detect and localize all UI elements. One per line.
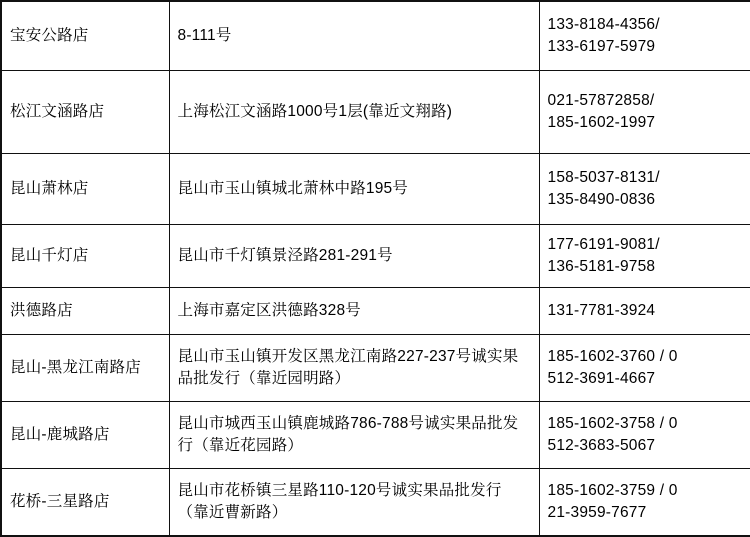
store-phone-cell [539,71,750,154]
store-phone-cell [539,1,750,71]
table-row [1,288,750,335]
table-row [1,1,750,71]
store-name-cell [1,288,169,335]
store-name: 昆山-黑龙江南路店 [10,359,141,376]
store-name: 松江文涵路店 [10,103,105,120]
store-phone-line: 185-1602-3760 / 0 [547,348,678,365]
store-phone-line: 185-1602-3758 / 0 [547,415,678,432]
store-phone-line: 131-7781-3924 [547,302,656,319]
store-address: 昆山市玉山镇开发区黑龙江南路227-237号诚实果品批发行（靠近园明路） [177,348,519,387]
store-address-cell [169,71,539,154]
store-phone-cell [539,225,750,288]
store-phone-line: 21-3959-7677 [547,504,647,521]
store-phone-line: 133-8184-4356/ [547,16,660,33]
store-phone-cell [539,402,750,469]
store-phone-cell [539,335,750,402]
store-address: 昆山市千灯镇景泾路281-291号 [177,247,393,264]
store-address-cell [169,335,539,402]
store-name-cell [1,225,169,288]
store-name: 昆山萧林店 [10,180,89,197]
store-address: 昆山市花桥镇三星路110-120号诚实果品批发行（靠近曹新路） [177,482,502,521]
table-row [1,154,750,225]
table-body [1,1,750,536]
store-phone-line: 158-5037-8131/ [547,169,660,186]
store-name-cell [1,402,169,469]
store-name: 昆山-鹿城路店 [10,426,110,443]
store-phone-line: 185-1602-1997 [547,114,656,131]
store-name-cell [1,335,169,402]
store-address-cell [169,1,539,71]
store-address-cell [169,469,539,537]
store-phone-line: 512-3683-5067 [547,437,656,454]
store-phone-cell [539,469,750,537]
store-name: 洪德路店 [10,302,73,319]
table-row [1,335,750,402]
store-address: 上海市嘉定区洪德路328号 [177,302,361,319]
store-phone-cell [539,288,750,335]
store-phone-line: 021-57872858/ [547,92,655,109]
table-row [1,402,750,469]
table-row [1,469,750,537]
store-phone-line: 136-5181-9758 [547,258,656,275]
store-name-cell [1,469,169,537]
store-phone-line: 177-6191-9081/ [547,236,660,253]
store-address-cell [169,225,539,288]
store-address: 上海松江文涵路1000号1层(靠近文翔路) [177,103,453,120]
store-phone-line: 133-6197-5979 [547,38,656,55]
store-name-cell [1,71,169,154]
store-address-cell [169,154,539,225]
store-address: 8-111号 [177,27,232,44]
store-phone-line: 512-3691-4667 [547,370,656,387]
store-name: 宝安公路店 [10,27,89,44]
store-phone-line: 135-8490-0836 [547,191,656,208]
store-name-cell [1,154,169,225]
store-address: 昆山市城西玉山镇鹿城路786-788号诚实果品批发行（靠近花园路） [177,415,519,454]
table-row [1,71,750,154]
store-address-cell [169,402,539,469]
store-address: 昆山市玉山镇城北萧林中路195号 [177,180,409,197]
store-phone-cell [539,154,750,225]
store-address-cell [169,288,539,335]
table-row [1,225,750,288]
store-phone-line: 185-1602-3759 / 0 [547,482,678,499]
store-name-cell [1,1,169,71]
store-name: 花桥-三星路店 [10,493,110,510]
store-name: 昆山千灯店 [10,247,89,264]
